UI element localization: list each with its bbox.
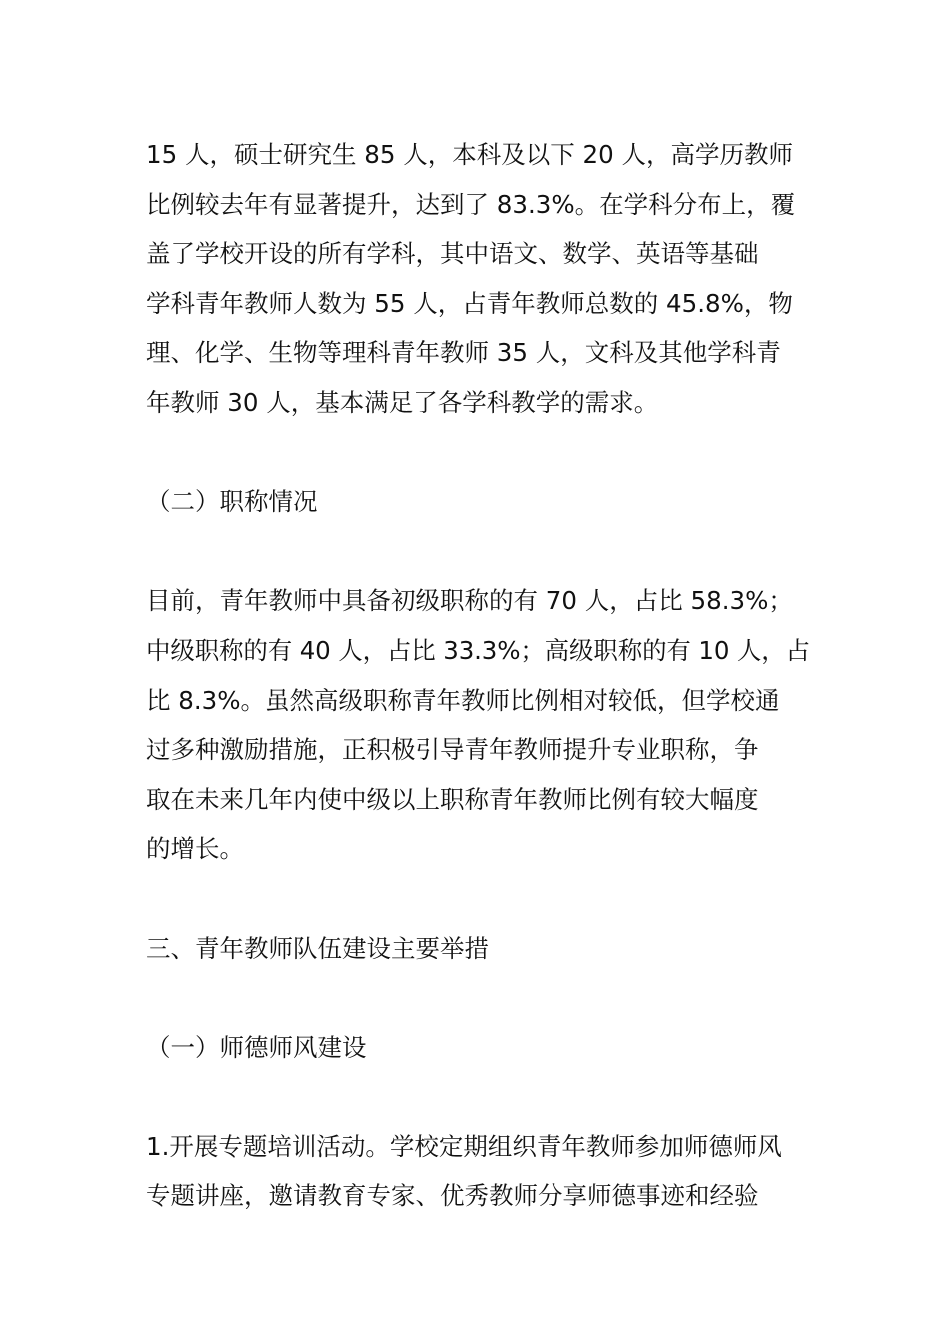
text-line: 比例较去年有显著提升，达到了 83.3%。在学科分布上，覆 xyxy=(146,189,796,219)
text-line: 过多种激励措施，正积极引导青年教师提升专业职称，争 xyxy=(146,735,759,765)
paragraph-spacer xyxy=(146,874,810,924)
section-heading-ethics: （一）师德师风建设 xyxy=(146,1032,367,1062)
text-line: 15 人，硕士研究生 85 人，本科及以下 20 人，高学历教师 xyxy=(146,140,793,169)
text-line: 中级职称的有 40 人，占比 33.3%；高级职称的有 10 人，占 xyxy=(146,635,810,665)
text-line: 的增长。 xyxy=(146,834,244,864)
paragraph-title-rank xyxy=(146,576,810,874)
text-line: 理、化学、生物等理科青年教师 35 人，文科及其他学科青 xyxy=(146,338,781,368)
paragraph-spacer xyxy=(146,973,810,1023)
text-line: 1.开展专题培训活动。学校定期组织青年教师参加师德师风 xyxy=(146,1131,782,1161)
paragraph-spacer xyxy=(146,1072,810,1122)
text-line: 目前，青年教师中具备初级职称的有 70 人，占比 58.3%； xyxy=(146,586,793,616)
section-heading-main-measures: 三、青年教师队伍建设主要举措 xyxy=(146,933,489,963)
text-line: 年教师 30 人，基本满足了各学科教学的需求。 xyxy=(146,387,659,417)
text-line: 学科青年教师人数为 55 人，占青年教师总数的 45.8%，物 xyxy=(146,288,793,318)
paragraph-training-activities xyxy=(146,1122,810,1221)
paragraph-education-distribution xyxy=(146,130,810,428)
text-line: 比 8.3%。虽然高级职称青年教师比例相对较低，但学校通 xyxy=(146,685,780,715)
text-line: 取在未来几年内使中级以上职称青年教师比例有较大幅度 xyxy=(146,784,759,814)
text-line: 盖了学校开设的所有学科，其中语文、数学、英语等基础 xyxy=(146,239,759,269)
paragraph-spacer xyxy=(146,428,810,478)
text-line: 专题讲座，邀请教育专家、优秀教师分享师德事迹和经验 xyxy=(146,1181,759,1211)
paragraph-spacer xyxy=(146,527,810,577)
document-body xyxy=(146,130,810,1221)
section-heading-title-rank: （二）职称情况 xyxy=(146,487,318,517)
